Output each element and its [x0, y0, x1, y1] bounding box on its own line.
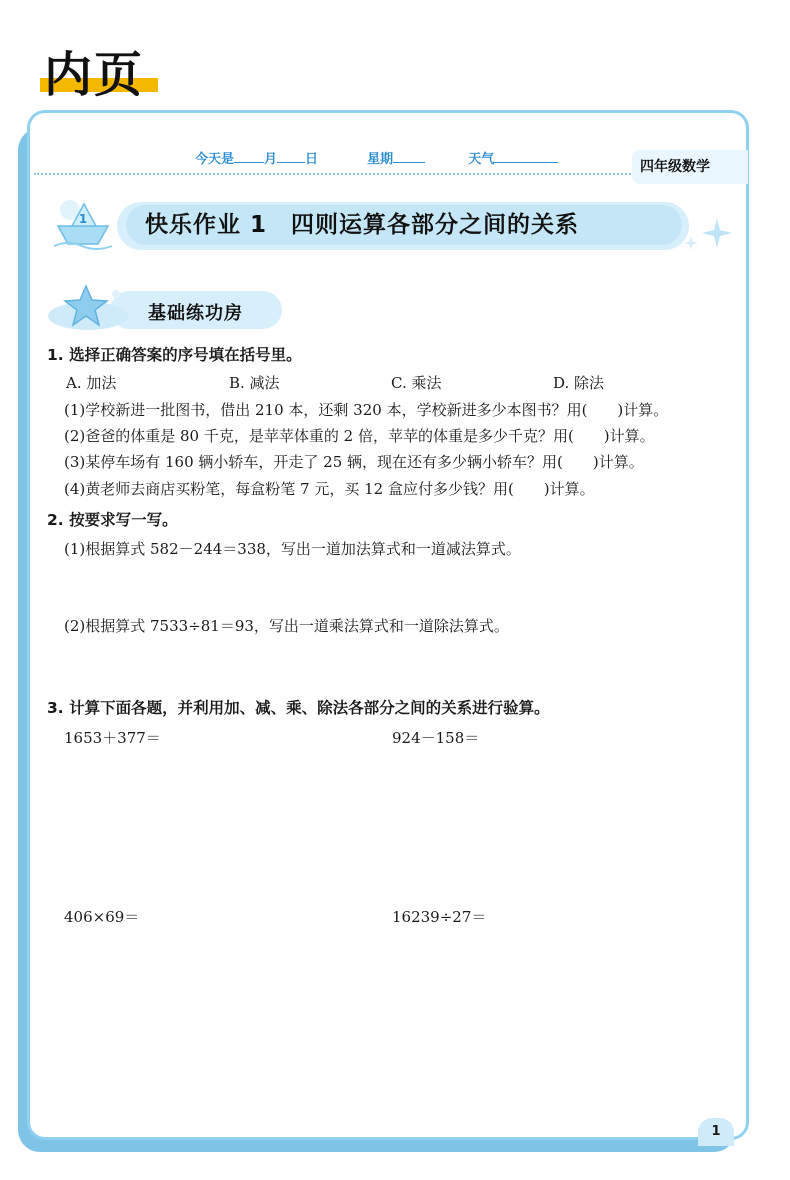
q2-item-1: (1)根据算式 582－244＝338，写出一道加法算式和一道减法算式。	[64, 540, 521, 558]
paper-boat-icon	[52, 196, 114, 254]
small-sparkle-icon	[684, 236, 698, 250]
q3-stem: 3. 计算下面各题，并利用加、减、乘、除法各部分之间的关系进行验算。	[47, 699, 550, 717]
option-b: B. 减法	[229, 374, 280, 392]
date-line	[195, 148, 558, 167]
problem-3: 406×69＝	[64, 908, 140, 926]
date-weekday-label: 星期	[367, 152, 394, 167]
date-today-label: 今天是	[195, 152, 235, 167]
worksheet-title: 快乐作业 1 四则运算各部分之间的关系	[145, 212, 580, 238]
day-blank	[277, 150, 305, 163]
problem-4: 16239÷27＝	[392, 908, 487, 926]
page-number: 1	[698, 1118, 734, 1146]
option-d: D. 除法	[553, 374, 605, 392]
q1-item-1: (1)学校新进一批图书，借出 210 本，还剩 320 本，学校新进多少本图书？用( )计算。	[64, 401, 669, 419]
date-weather-label: 天气	[468, 152, 495, 167]
month-blank	[234, 150, 264, 163]
section-title: 基础练功房	[148, 303, 243, 324]
weather-blank	[494, 150, 558, 163]
option-a: A. 加法	[66, 374, 117, 392]
problem-1: 1653＋377＝	[64, 729, 161, 747]
q1-item-2: (2)爸爸的体重是 80 千克，是苹苹体重的 2 倍，苹苹的体重是多少千克？用( )计算。	[64, 427, 655, 445]
option-c: C. 乘法	[391, 374, 442, 392]
date-day-label: 日	[305, 152, 319, 167]
date-month-label: 月	[264, 152, 278, 167]
starfish-icon	[46, 280, 130, 332]
weekday-blank	[393, 150, 425, 163]
q2-item-2: (2)根据算式 7533÷81＝93，写出一道乘法算式和一道除法算式。	[64, 617, 509, 635]
problem-2: 924－158＝	[392, 729, 480, 747]
svg-text:1: 1	[78, 212, 88, 226]
q1-stem: 1. 选择正确答案的序号填在括号里。	[47, 346, 302, 364]
grade-tab: 四年级数学	[632, 150, 748, 184]
q2-stem: 2. 按要求写一写。	[47, 511, 178, 529]
header-label: 内页	[44, 47, 145, 103]
dotted-divider	[34, 173, 634, 175]
q1-item-4: (4)黄老师去商店买粉笔，每盒粉笔 7 元，买 12 盒应付多少钱？用( )计算。	[64, 480, 595, 498]
sparkle-icon	[700, 216, 734, 250]
q1-item-3: (3)某停车场有 160 辆小轿车，开走了 25 辆，现在还有多少辆小轿车？用( )计算。	[64, 453, 644, 471]
